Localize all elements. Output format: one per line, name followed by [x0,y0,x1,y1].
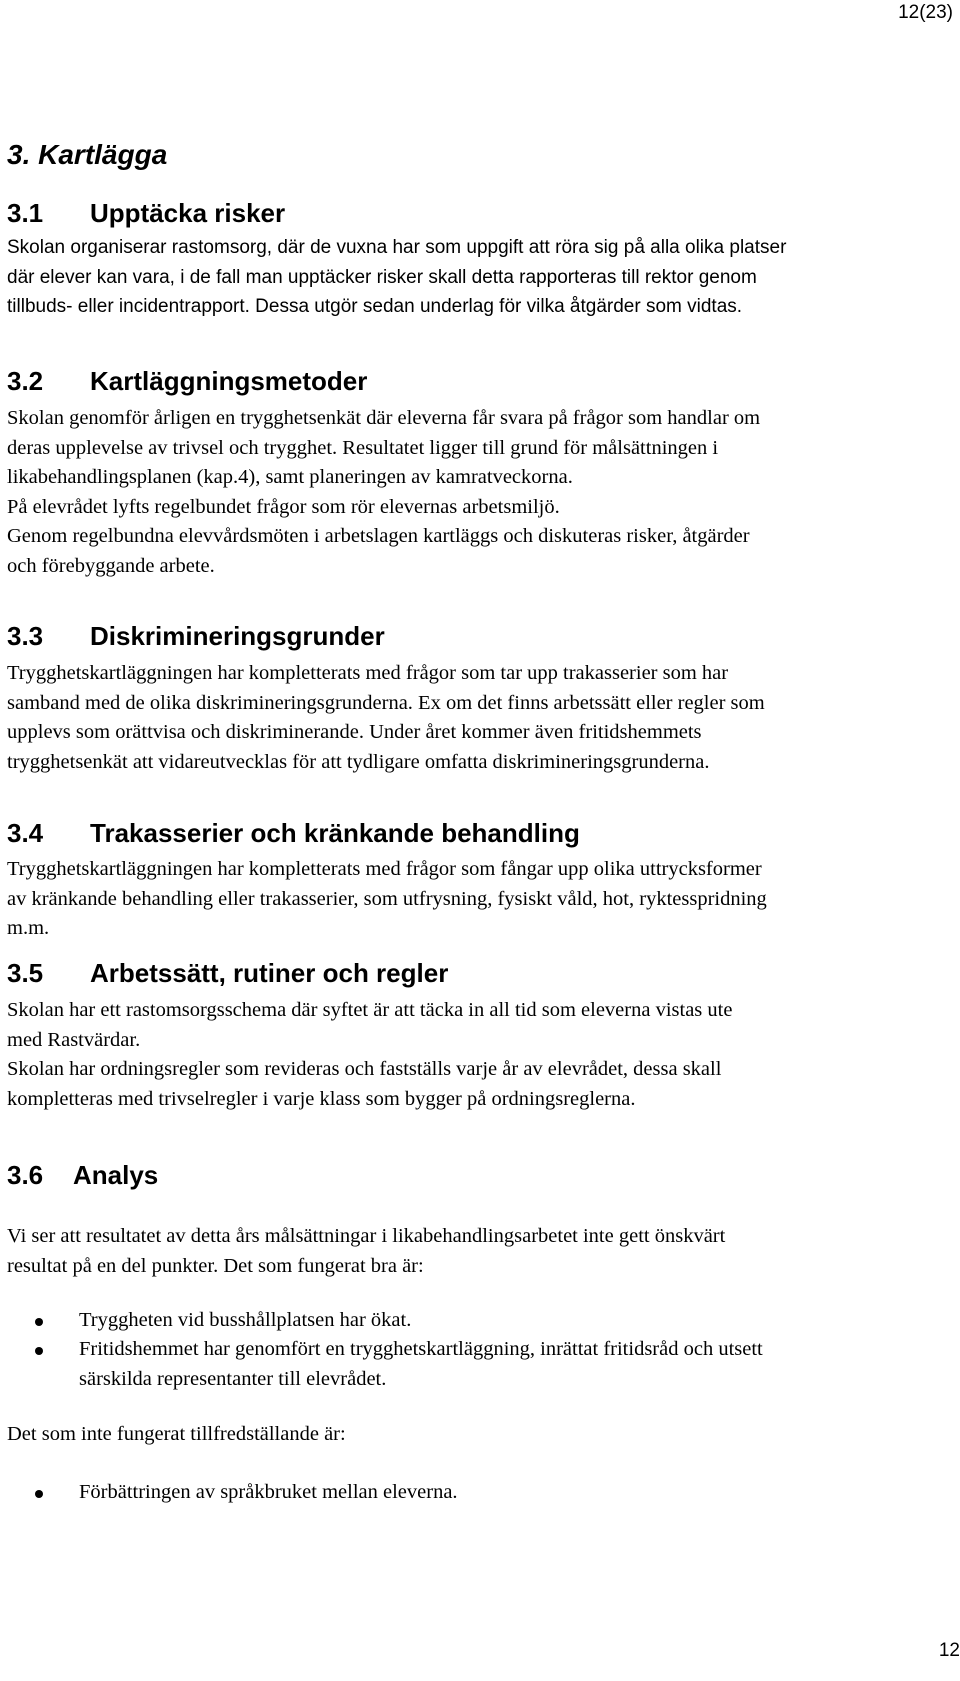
bullet-line: Förbättringen av språkbruket mellan eleverna. [79,1481,458,1503]
paragraph-line: likabehandlingsplanen (kap.4), samt planeringen av kamratveckorna. [7,466,573,488]
paragraph-line: m.m. [7,917,50,939]
paragraph-line: trygghetsenkät att vidareutvecklas för att tydligare omfatta diskrimineringsgrunderna. [7,750,710,773]
paragraph-line: Vi ser att resultatet av detta års målsättningar i likabehandlingsarbetet inte gett önskvärt [7,1225,726,1247]
section-heading-3-1 [7,198,285,229]
bullet-icon [35,1490,43,1498]
paragraph-line: Trygghetskartläggningen har kompletterats med frågor som fångar upp olika uttrycksformer [7,858,762,880]
section-number: 3.6 [7,1160,44,1190]
paragraph-line: och förebyggande arbete. [7,554,215,577]
section-title: Kartläggningsmetoder [90,366,368,396]
bullet-icon [35,1318,43,1326]
chapter-title: 3. Kartlägga [7,139,168,170]
section-3-1-body [7,233,786,322]
section-heading-3-6 [7,1160,158,1191]
section-title: Upptäcka risker [90,198,286,228]
section-number: 3.3 [7,621,44,651]
section-3-5-body [7,996,732,1114]
paragraph-line: Genom regelbundna elevvårdsmöten i arbetslagen kartläggs och diskuteras risker, åtgärder [7,525,750,547]
not-worked-intro: Det som inte fungerat tillfredställande är: [7,1423,346,1445]
section-number: 3.2 [7,366,44,396]
section-3-2-body [7,404,760,581]
paragraph-line: deras upplevelse av trivsel och trygghet. Resultatet ligger till grund för målsättningen i [7,436,719,459]
paragraph-line: resultat på en del punkter. Det som fungerat bra är: [7,1254,424,1277]
page-number-top: 12(23) [898,2,953,23]
bullet-line: Tryggheten vid busshållplatsen har ökat. [79,1309,412,1331]
section-number: 3.4 [7,818,44,848]
section-heading-3-3 [7,621,385,652]
paragraph-line: där elever kan vara, i de fall man upptäcker risker skall detta rapporteras till rektor genom [7,266,757,288]
paragraph-line: kompletteras med trivselregler i varje klass som bygger på ordningsreglerna. [7,1087,636,1110]
section-number: 3.1 [7,198,44,228]
section-title: Trakasserier och kränkande behandling [90,818,580,848]
paragraph-line: Skolan genomför årligen en trygghetsenkät där eleverna får svara på frågor som handlar om [7,407,761,429]
section-title: Analys [73,1160,159,1190]
bullet-line: särskilda representanter till elevrådet. [79,1367,387,1390]
paragraph-line: Skolan har ordningsregler som revideras och fastställs varje år av elevrådet, dessa skall [7,1058,722,1080]
section-3-3-body [7,659,765,777]
section-heading-3-4 [7,818,580,849]
bullet-text [79,1478,458,1508]
page-number-bottom: 12 [938,1640,960,1661]
paragraph-line: tillbuds- eller incidentrapport. Dessa utgör sedan underlag för vilka åtgärder som vidtas. [7,296,743,317]
bullet-text [79,1306,411,1336]
paragraph-line: upplevs som orättvisa och diskriminerande. Under året kommer även fritidshemmets [7,721,702,743]
paragraph-line: med Rastvärdar. [7,1028,141,1051]
paragraph-line: Skolan har ett rastomsorgsschema där syftet är att täcka in all tid som eleverna vistas ute [7,999,733,1021]
section-3-6-body [7,1222,725,1281]
paragraph-line: Trygghetskartläggningen har kompletterats med frågor som tar upp trakasserier som har [7,662,729,684]
section-heading-3-5 [7,958,448,989]
paragraph-line: Skolan organiserar rastomsorg, där de vuxna har som uppgift att röra sig på alla olika platser [7,237,787,258]
bullet-line: Fritidshemmet har genomfört en trygghetskartläggning, inrättat fritidsråd och utsett [79,1338,763,1360]
section-number: 3.5 [7,958,44,988]
paragraph-line: På elevrådet lyfts regelbundet frågor som rör elevernas arbetsmiljö. [7,495,560,518]
bullet-icon [35,1347,43,1355]
bullet-text [79,1335,763,1394]
paragraph-line: av kränkande behandling eller trakasserier, som utfrysning, fysiskt våld, hot, ryktesspridning [7,887,767,910]
section-title: Diskrimineringsgrunder [90,621,385,651]
section-3-4-body [7,855,767,944]
paragraph-line: samband med de olika diskrimineringsgrunderna. Ex om det finns arbetssätt eller regler som [7,691,765,714]
section-heading-3-2 [7,366,367,397]
section-title: Arbetssätt, rutiner och regler [90,958,449,988]
